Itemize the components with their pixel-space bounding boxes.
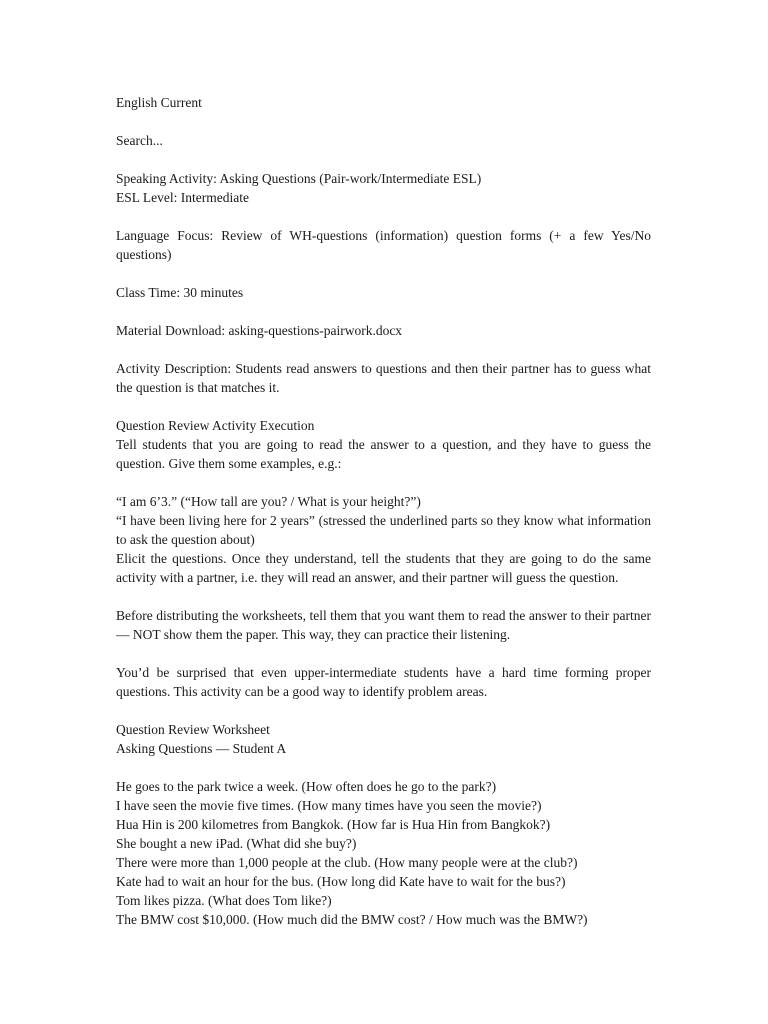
execution-heading: Question Review Activity Execution	[116, 418, 315, 433]
list-item: Hua Hin is 200 kilometres from Bangkok. (How far is Hua Hin from Bangkok?)	[116, 817, 551, 832]
example-2: “I have been living here for 2 years” (stressed the underlined parts so they know what information to ask the question about)	[116, 513, 651, 547]
list-item: The BMW cost $10,000. (How much did the BMW cost? / How much was the BMW?)	[116, 912, 588, 927]
before-distributing-paragraph: Before distributing the worksheets, tell them that you want them to read the answer to their partner — NOT show them the paper. This way, they can practice their listening.	[116, 608, 651, 642]
spacer	[116, 207, 651, 226]
spacer	[116, 644, 651, 663]
spacer	[116, 587, 651, 606]
list-item: She bought a new iPad. (What did she buy?)	[116, 836, 357, 851]
material-download-link[interactable]: Material Download: asking-questions-pairwork.docx	[116, 323, 403, 338]
class-time: Class Time: 30 minutes	[116, 285, 244, 300]
spacer	[116, 112, 651, 131]
spacer	[116, 758, 651, 777]
spacer	[116, 302, 651, 321]
activity-description: Activity Description: Students read answers to questions and then their partner has to guess what the question is that matches it.	[116, 361, 651, 395]
spacer	[116, 397, 651, 416]
language-focus: Language Focus: Review of WH-questions (information) question forms (+ a few Yes/No questions)	[116, 228, 651, 262]
spacer	[116, 701, 651, 720]
execution-intro: Tell students that you are going to read the answer to a question, and they have to guess the question. Give them some examples, e.g.:	[116, 437, 651, 471]
surprised-paragraph: You’d be surprised that even upper-intermediate students have a hard time forming proper questions. This activity can be a good way to identify problem areas.	[116, 665, 651, 699]
list-item: Tom likes pizza. (What does Tom like?)	[116, 893, 332, 908]
worksheet-heading: Question Review Worksheet	[116, 722, 270, 737]
site-name[interactable]: English Current	[116, 95, 202, 110]
list-item: Kate had to wait an hour for the bus. (How long did Kate have to wait for the bus?)	[116, 874, 566, 889]
spacer	[116, 473, 651, 492]
example-1: “I am 6’3.” (“How tall are you? / What is your height?”)	[116, 494, 421, 509]
worksheet-list	[116, 777, 651, 929]
worksheet-subheading: Asking Questions — Student A	[116, 741, 287, 756]
list-item: There were more than 1,000 people at the club. (How many people were at the club?)	[116, 855, 578, 870]
list-item: I have seen the movie five times. (How many times have you seen the movie?)	[116, 798, 542, 813]
document-page	[116, 93, 651, 929]
search-input[interactable]: Search...	[116, 133, 163, 148]
spacer	[116, 264, 651, 283]
esl-level: ESL Level: Intermediate	[116, 190, 249, 205]
list-item: He goes to the park twice a week. (How often does he go to the park?)	[116, 779, 497, 794]
spacer	[116, 150, 651, 169]
article-title: Speaking Activity: Asking Questions (Pair-work/Intermediate ESL)	[116, 171, 482, 186]
spacer	[116, 340, 651, 359]
elicit-paragraph: Elicit the questions. Once they understand, tell the students that they are going to do the same activity with a partner, i.e. they will read an answer, and their partner will guess the question.	[116, 551, 651, 585]
